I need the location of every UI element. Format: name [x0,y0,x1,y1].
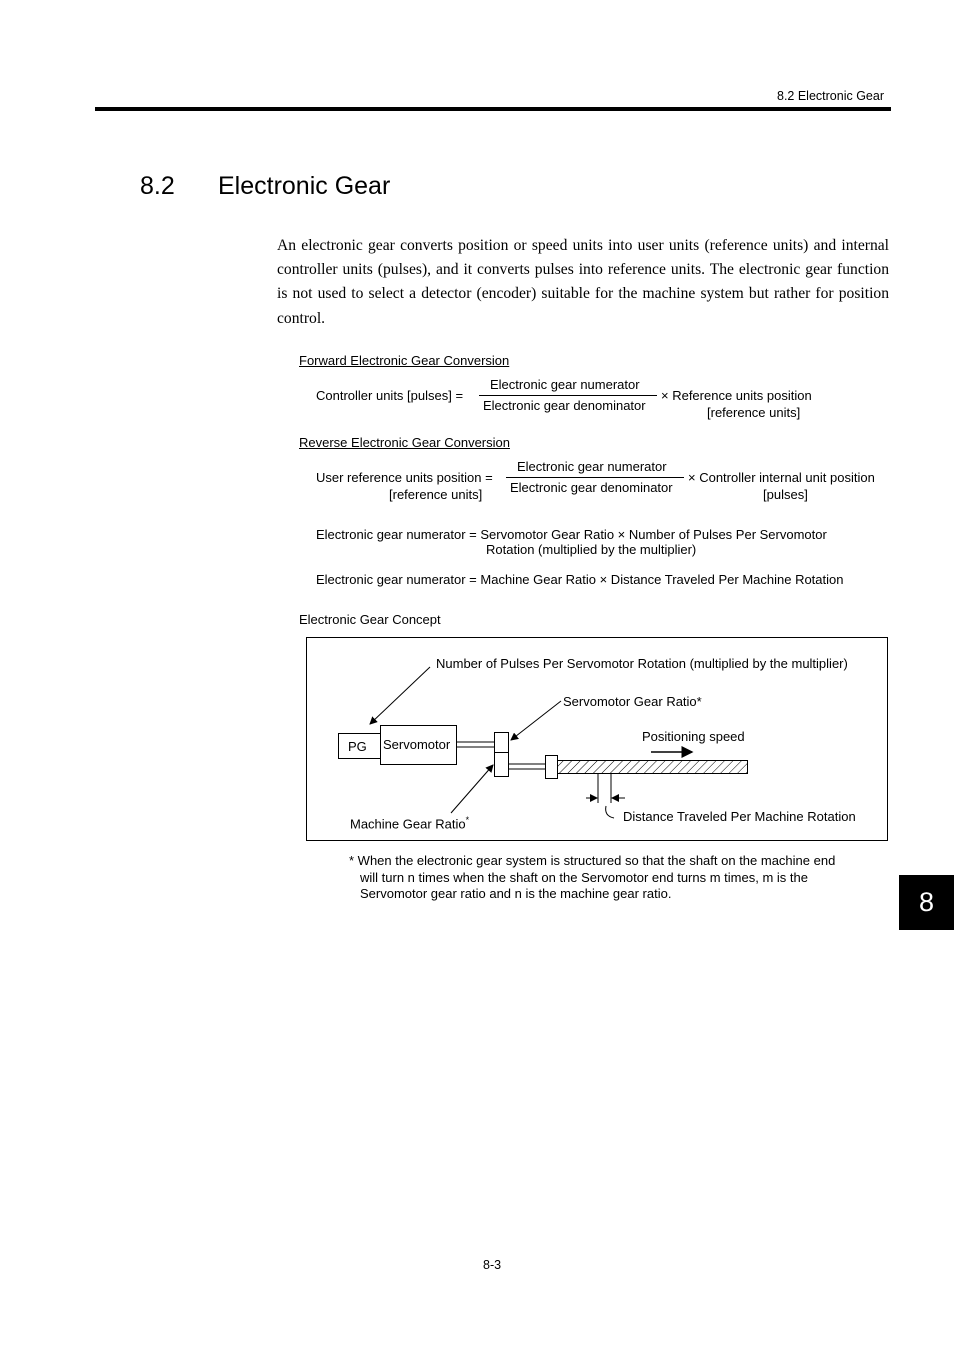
chapter-tab: 8 [899,875,954,930]
running-header: 8.2 Electronic Gear [777,89,884,103]
servo-gear-leader-arrow [511,701,561,740]
reverse-denominator: Electronic gear denominator [510,480,673,495]
footnote-line-2: will turn n times when the shaft on the Servomotor end turns m times, m is the [360,869,808,885]
concept-caption: Electronic Gear Concept [299,612,441,627]
forward-heading: Forward Electronic Gear Conversion [299,353,510,368]
reverse-lhs: User reference units position = [316,470,493,485]
forward-denominator: Electronic gear denominator [483,398,646,413]
ball-screw [558,761,748,774]
reverse-rhs-units: [pulses] [763,487,808,502]
machine-gear-ratio-footnote-mark: * [465,815,470,825]
distance-leader [606,806,614,818]
positioning-speed-label: Positioning speed [642,729,745,744]
machine-gear-ratio-label [350,815,469,831]
reverse-numerator: Electronic gear numerator [517,459,667,474]
footnote-line-1: * When the electronic gear system is structured so that the shaft on the machine end [349,853,836,868]
pulses-label: Number of Pulses Per Servomotor Rotation (multiplied by the multiplier) [436,656,848,671]
pulses-leader-arrow [370,667,430,724]
reverse-lhs-units: [reference units] [389,487,483,502]
machine-gear-ratio-text: Machine Gear Ratio [350,816,466,832]
servomotor-gear-ratio-label: Servomotor Gear Ratio* [563,694,702,709]
page-number: 8-3 [483,1258,502,1272]
footnote-line-3: Servomotor gear ratio and n is the machine gear ratio. [360,886,672,901]
forward-lhs: Controller units [pulses] = [316,388,464,403]
forward-rhs: × Reference units position [661,388,812,403]
formula-machine: Electronic gear numerator = Machine Gear Ratio × Distance Traveled Per Machine Rotation [316,572,844,587]
servomotor-gear [495,733,509,753]
forward-rhs-units: [reference units] [707,405,801,420]
reverse-heading: Reverse Electronic Gear Conversion [299,435,510,450]
machine-gear [495,753,509,777]
machine-gear-leader-arrow [451,765,493,813]
footnote [349,853,869,903]
forward-numerator: Electronic gear numerator [490,377,640,392]
pg-label: PG [348,739,367,754]
distance-label: Distance Traveled Per Machine Rotation [623,809,856,824]
formula-servomotor-cont: Rotation (multiplied by the multiplier) [486,542,697,557]
section-number: 8.2 [140,172,175,200]
coupling [546,756,558,779]
formula-servomotor: Electronic gear numerator = Servomotor Gear Ratio × Number of Pulses Per Servomotor [316,527,827,542]
intro-paragraph: An electronic gear converts position or speed units into user units (reference units) and internal controller units (pulses), and it converts pulses into reference units. The electronic gear function is not used to select a detector (encoder) suitable for the machine system but rather for position control. [277,237,889,327]
section-title: Electronic Gear [218,172,391,200]
servomotor-label: Servomotor [383,737,451,752]
reverse-rhs: × Controller internal unit position [688,470,875,485]
